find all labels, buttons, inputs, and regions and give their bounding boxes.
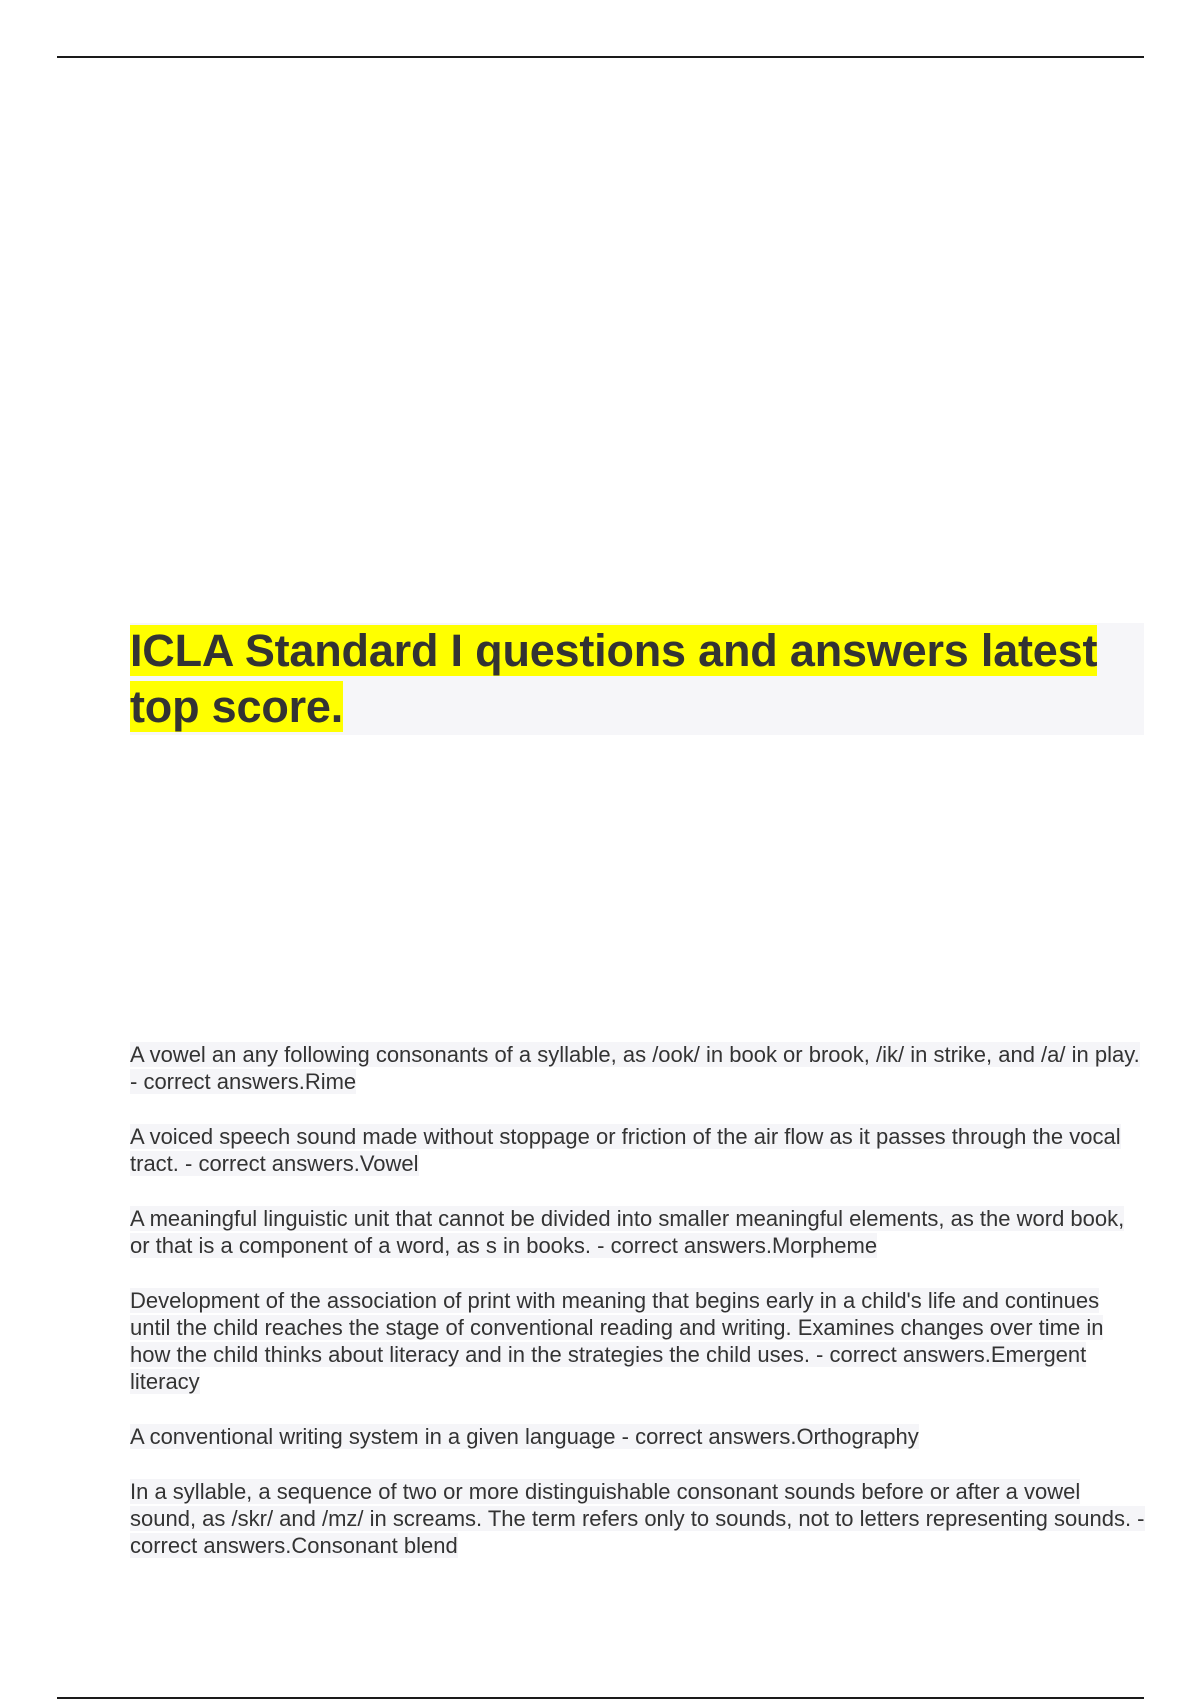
document-title: ICLA Standard I questions and answers latest top score. — [130, 625, 1098, 732]
qa-item-consonant-blend: In a syllable, a sequence of two or more distinguishable consonant sounds before or after a vowel sound, as /skr/ and /mz/ in screams. The term refers only to sounds, not to letters representing sounds. - correct answers.Consonant blend — [130, 1479, 1145, 1558]
qa-item-morpheme: A meaningful linguistic unit that cannot be divided into smaller meaningful elements, as the word book, or that is a component of a word, as s in books. - correct answers.Morpheme — [130, 1206, 1125, 1258]
qa-item-orthography: A conventional writing system in a given language - correct answers.Orthography — [130, 1424, 919, 1449]
title-block — [130, 623, 1144, 735]
bottom-rule — [57, 1697, 1144, 1699]
qa-list — [130, 1041, 1150, 1587]
qa-item-emergent-literacy: Development of the association of print with meaning that begins early in a child's life and continues until the child reaches the stage of conventional reading and writing. Examines changes over time in how the child thinks about literacy and in the strategies the child uses. - correct answers.Emergent literacy — [130, 1288, 1104, 1394]
top-rule — [57, 56, 1144, 58]
qa-item-vowel: A voiced speech sound made without stoppage or friction of the air flow as it passes through the vocal tract. - correct answers.Vowel — [130, 1124, 1121, 1176]
qa-item-rime: A vowel an any following consonants of a syllable, as /ook/ in book or brook, /ik/ in strike, and /a/ in play. - correct answers.Rime — [130, 1042, 1140, 1094]
